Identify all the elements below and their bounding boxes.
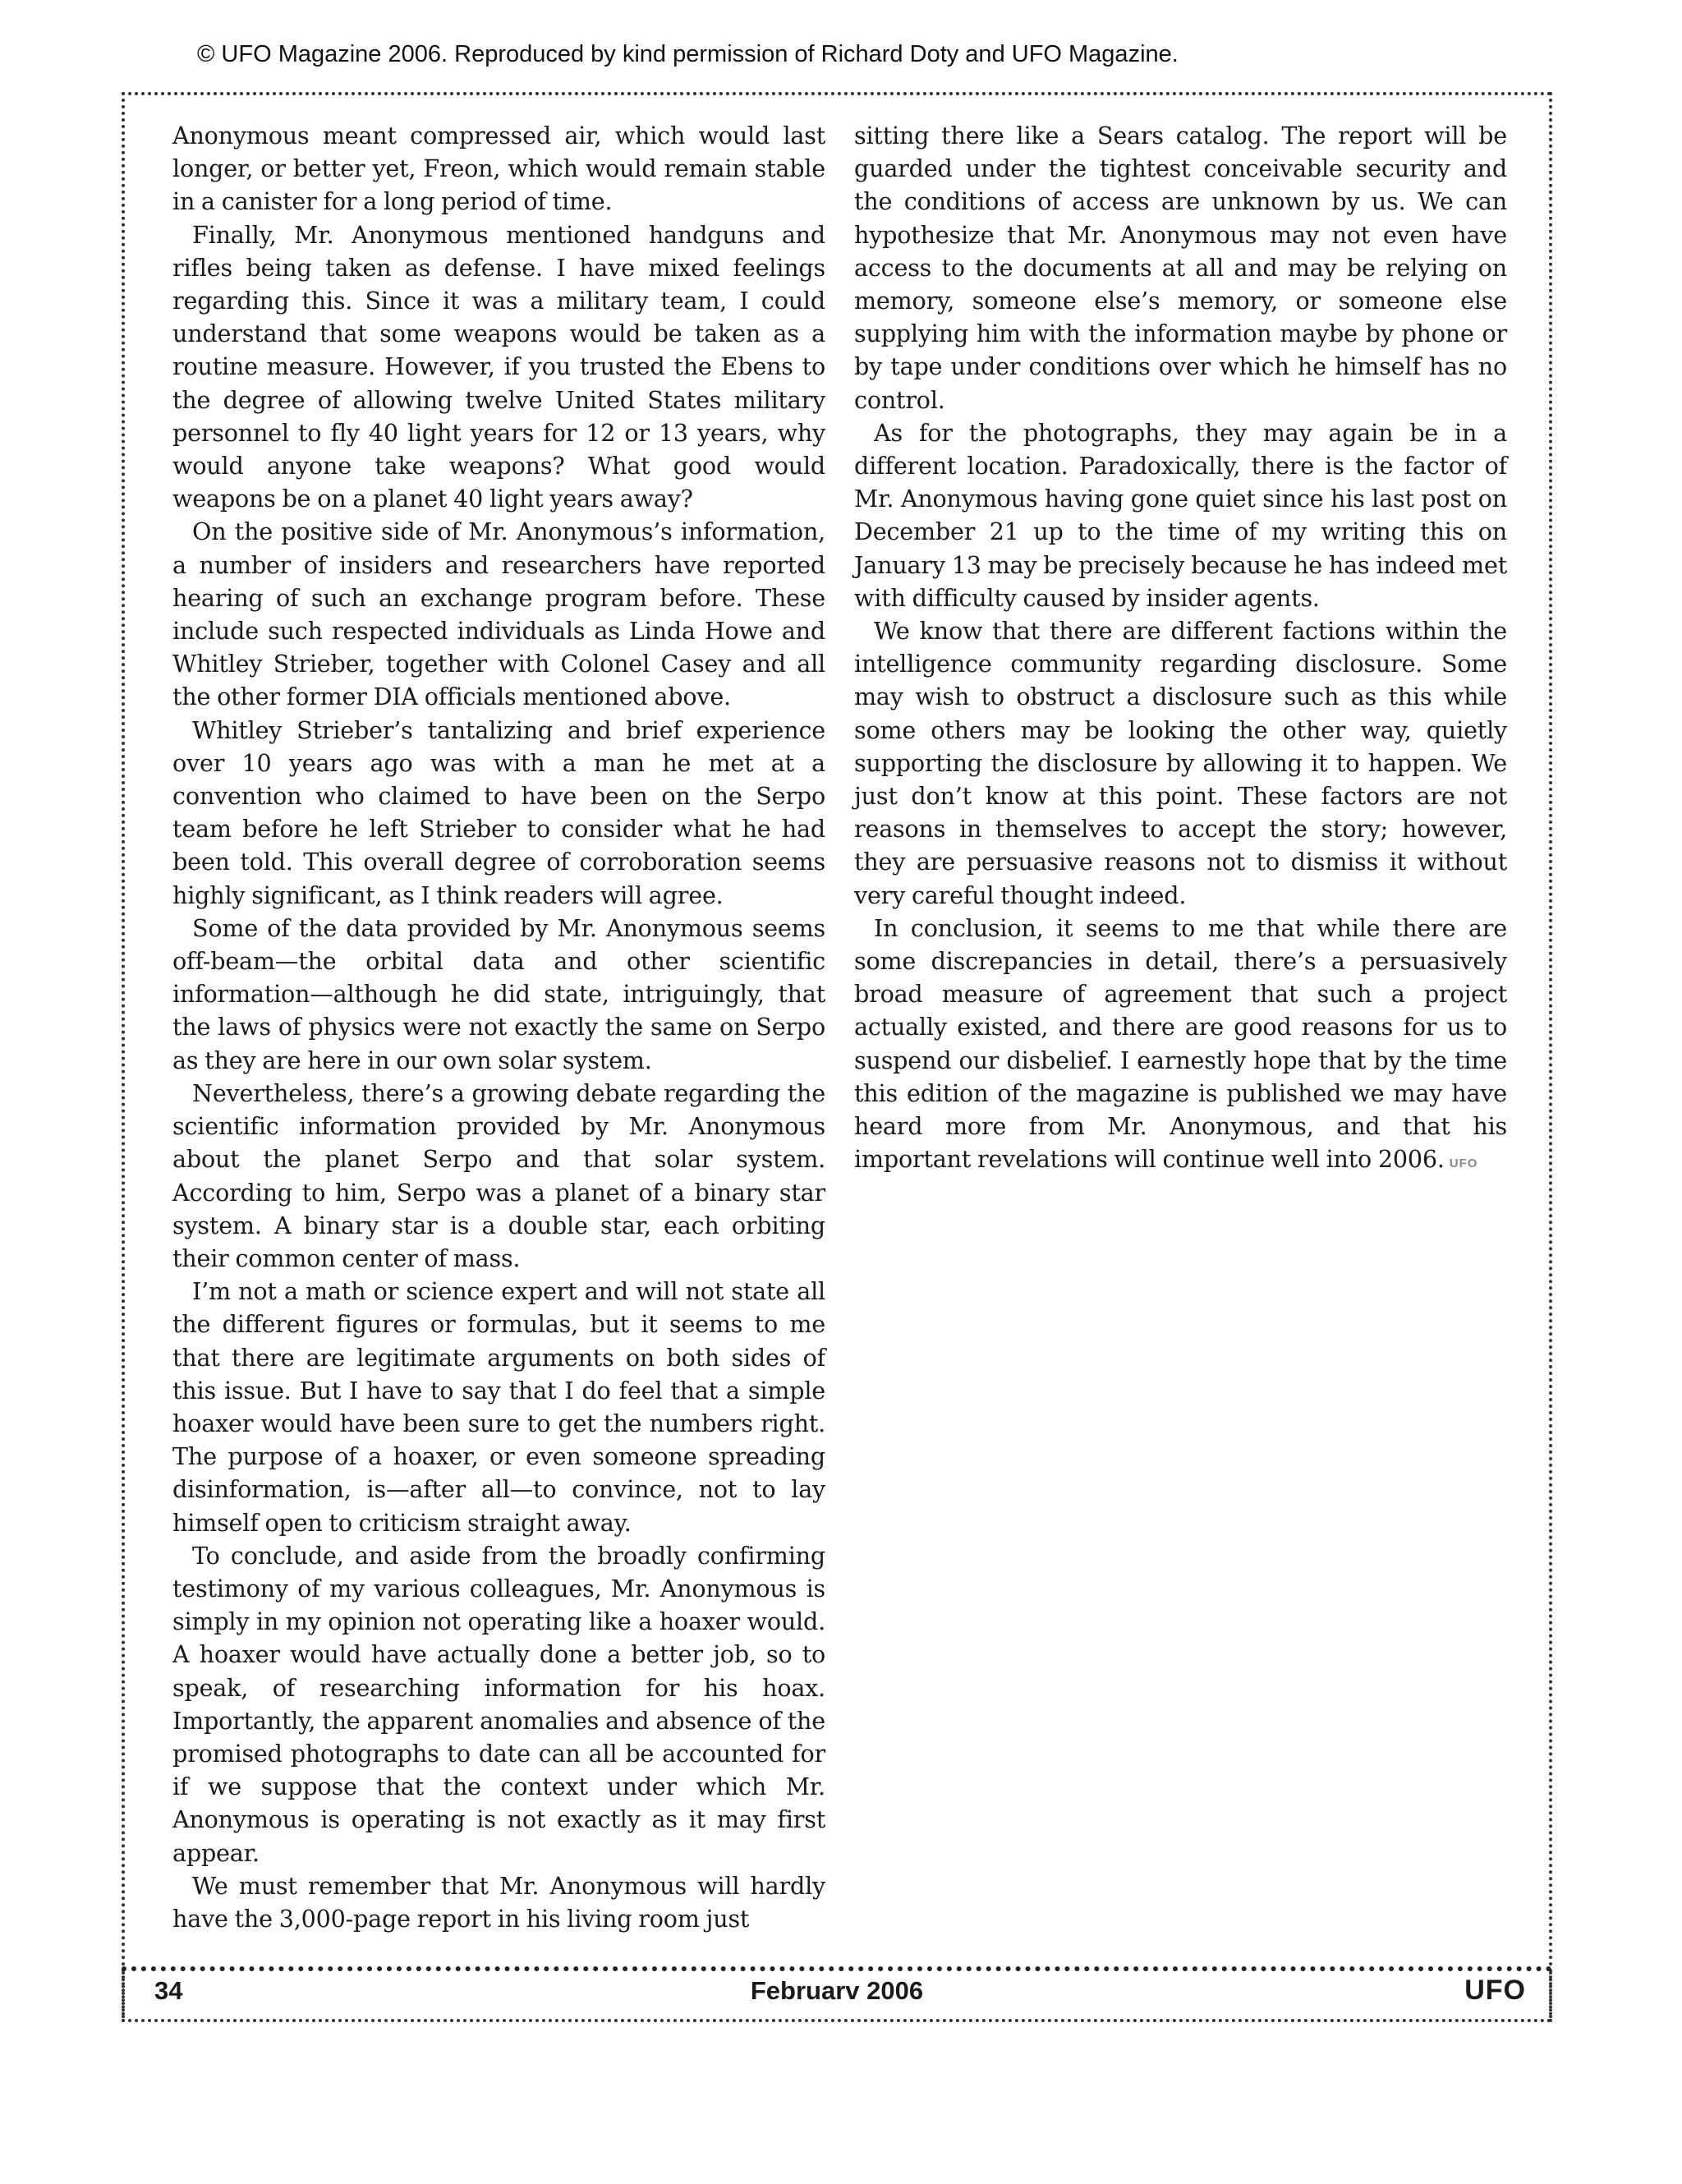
paragraph: sitting there like a Sears catalog. The report will be guarded under the tightest conceivable security and the conditions of access are unknown by us. We can hypothesize that Mr. Anonymous may not even have access to the documents at all and may be relying on memory, someone else’s memory, or someone else supplying him with the information maybe by phone or by tape under conditions over which he himself has no control. — [854, 122, 1507, 414]
paragraph: We know that there are different factions within the intelligence community regarding disclosure. Some may wish to obstruct a disclosure such as this while some others may be looking the other way, quietly supporting the disclosure by allowing it to happen. We just don’t know at this point. These factors are not reasons in themselves to accept the story; however, they are persuasive reasons not to dismiss it without very careful thought indeed. — [854, 617, 1507, 909]
copyright-notice: © UFO Magazine 2006. Reproduced by kind permission of Richard Doty and UFO Magazine. — [197, 41, 1179, 67]
article-body — [172, 119, 1507, 1943]
magazine-name: UFO — [1464, 1975, 1526, 2006]
right-column — [854, 119, 1507, 1943]
left-column — [172, 119, 825, 1943]
paragraph: Anonymous meant compressed air, which would last longer, or better yet, Freon, which would remain stable in a canister for a long period of time. — [172, 122, 825, 216]
paragraph: I’m not a math or science expert and will not state all the different figures or formulas, but it seems to me that there are legitimate arguments on both sides of this issue. But I have to say that I do feel that a simple hoaxer would have been sure to get the numbers right. The purpose of a hoaxer, or even someone spreading disinformation, is—after all—to convince, not to lay himself open to criticism straight away. — [172, 1277, 825, 1537]
paragraph: Finally, Mr. Anonymous mentioned handguns and rifles being taken as defense. I have mixed feelings regarding this. Since it was a military team, I could understand that some weapons would be taken as a routine measure. However, if you trusted the Ebens to the degree of allowing twelve United States military personnel to fly 40 light years for 12 or 13 years, why would anyone take weapons? What good would weapons be on a planet 40 light years away? — [172, 220, 825, 513]
paragraph: Whitley Strieber’s tantalizing and brief experience over 10 years ago was with a man he met at a convention who claimed to have been on the Serpo team before he left Strieber to consider what he had been told. This overall degree of corroboration seems highly significant, as I think readers will agree. — [172, 715, 825, 909]
paragraph: We must remember that Mr. Anonymous will hardly have the 3,000-page report in his living room just — [172, 1871, 825, 1933]
paragraph: Nevertheless, there’s a growing debate regarding the scientific information provided by Mr. Anonymous about the planet Serpo and that solar system. According to him, Serpo was a planet of a binary star system. A binary star is a double star, each orbiting their common center of mass. — [172, 1078, 825, 1272]
page-footer — [122, 1971, 1552, 2022]
paragraph: To conclude, and aside from the broadly confirming testimony of my various colleagues, Mr. Anonymous is simply in my opinion not operating like a hoaxer would. A hoaxer would have actually done a better job, so to speak, of researching information for his hoax. Importantly, the apparent anomalies and absence of the promised photographs to date can all be accounted for if we suppose that the context under which Mr. Anonymous is operating is not exactly as it may first appear. — [172, 1541, 825, 1867]
paragraph — [854, 912, 1507, 1181]
end-mark: UFO — [1449, 1156, 1478, 1171]
paragraph: On the positive side of Mr. Anonymous’s information, a number of insiders and researchers have reported hearing of such an exchange program before. These include such respected individuals as Linda Howe and Whitley Strieber, together with Colonel Casey and all the other former DIA officials mentioned above. — [172, 517, 825, 711]
page-number: 34 — [154, 1976, 183, 2005]
paragraph-text: In conclusion, it seems to me that while there are some discrepancies in detail, there’s a persuasively broad measure of agreement that such a project actually existed, and there are good reasons for us to suspend our disbelief. I earnestly hope that by the time this edition of the magazine is published we may have heard more from Mr. Anonymous, and that his important revelations will continue well into 2006. — [854, 913, 1507, 1174]
paragraph: Some of the data provided by Mr. Anonymous seems off-beam—the orbital data and other scientific information—although he did state, intriguingly, that the laws of physics were not exactly the same on Serpo as they are here in our own solar system. — [172, 913, 825, 1074]
paragraph: As for the photographs, they may again be in a different location. Paradoxically, there is the factor of Mr. Anonymous having gone quiet since his last post on December 21 up to the time of my writing this on January 13 may be precisely because he has indeed met with difficulty caused by insider agents. — [854, 418, 1507, 612]
issue-date: Februarv 2006 — [750, 1976, 924, 2005]
